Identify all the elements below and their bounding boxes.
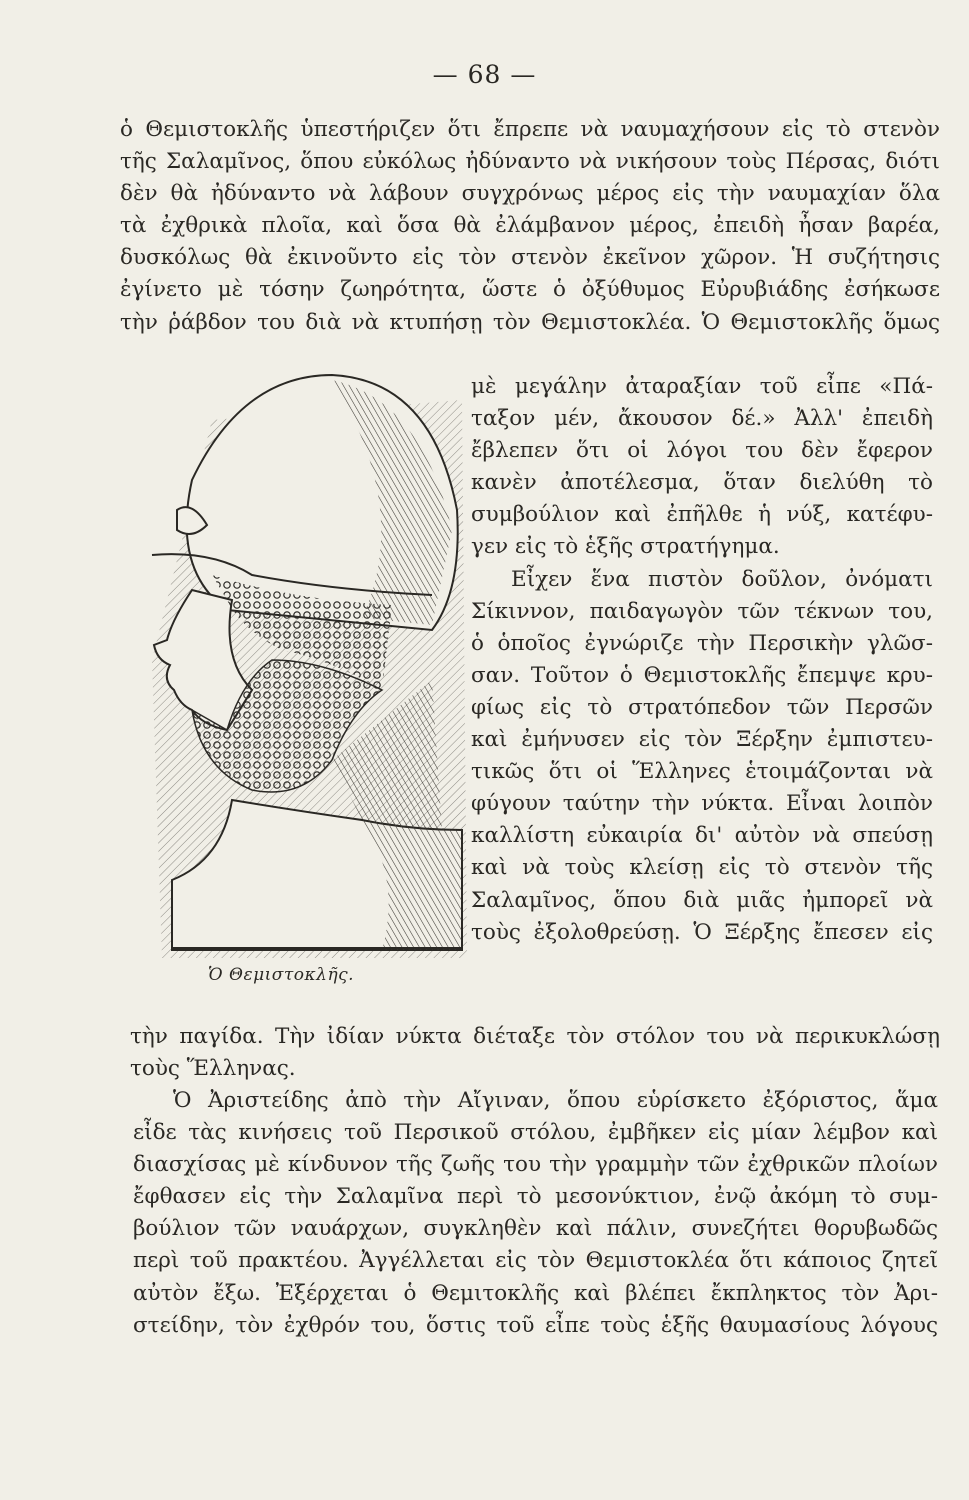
text-line: καλλίστη εὐκαιρία δι' αὐτὸν νὰ σπεύσῃ (471, 823, 933, 849)
figure-caption: Ὁ Θεμιστοκλῆς. (208, 965, 355, 985)
text-line: τὴν παγίδα. Τὴν ἰδίαν νύκτα διέταξε τὸν στόλον του νὰ περικυκλώσῃ (130, 1024, 940, 1049)
text-line: μὲ μεγάλην ἀταραξίαν τοῦ εἶπε «Πά- (471, 374, 933, 399)
text-line: τοὺς Ἕλληνας. (130, 1056, 296, 1082)
text-line: αὐτὸν ἔξω. Ἐξέρχεται ὁ Θεμιτοκλῆς καὶ βλέπει ἔκπληκτος τὸν Ἀρι- (133, 1280, 938, 1306)
aristides-paragraph (133, 1085, 938, 1342)
text-line: φύγουν ταύτην τὴν νύκτα. Εἶναι λοιπὸν (471, 791, 933, 817)
beside-figure-paragraph (471, 371, 933, 949)
text-line: βούλιον τῶν ναυάρχων, συγκληθὲν καὶ πάλιν, συνεζήτει θορυβωδῶς (133, 1216, 938, 1242)
page-number: — 68 — (432, 60, 537, 89)
text-line: Σαλαμῖνος, ὅπου διὰ μιᾶς ἠμπορεῖ νὰ (471, 887, 933, 913)
text-line: τῆς Σαλαμῖνος, ὅπου εὐκόλως ἠδύναντο νὰ νικήσουν τοὺς Πέρσας, διότι (120, 149, 940, 175)
text-line: Σίκιννον, παιδαγωγὸν τῶν τέκνων του, (471, 598, 933, 624)
text-line: καὶ ἐμήνυσεν εἰς τὸν Ξέρξην ἐμπιστευ- (471, 727, 933, 753)
text-line: δυσκόλως θὰ ἐκινοῦντο εἰς τὸν στενὸν ἐκεῖνον χῶρον. Ἡ συζήτησις (120, 245, 940, 271)
text-line: Εἶχεν ἕνα πιστὸν δοῦλον, ὀνόματι (511, 566, 933, 592)
text-line: καὶ νὰ τοὺς κλείσῃ εἰς τὸ στενὸν τῆς (471, 855, 933, 881)
text-line: ταξον μέν, ἄκουσον δέ.» Ἀλλ' ἐπειδὴ (471, 406, 933, 432)
text-line: διασχίσας μὲ κίνδυνον τῆς ζωῆς του τὴν γραμμὴν τῶν ἐχθρικῶν πλοίων (133, 1152, 938, 1178)
text-line: ἔβλεπεν ὅτι οἱ λόγοι του δὲν ἔφερον (471, 438, 933, 464)
continuation-paragraph (130, 1021, 940, 1085)
text-line: σαν. Τοῦτον ὁ Θεμιστοκλῆς ἔπεμψε κρυ- (471, 662, 933, 688)
text-line: στείδην, τὸν ἐχθρόν του, ὅστις τοῦ εἶπε τοὺς ἑξῆς θαυμασίους λόγους (133, 1312, 938, 1338)
text-line: εἶδε τὰς κινήσεις τοῦ Περσικοῦ στόλου, ἐμβῆκεν εἰς μίαν λέμβον καὶ (133, 1120, 938, 1146)
text-line: φίως εἰς τὸ στρατόπεδον τῶν Περσῶν (471, 694, 933, 720)
text-line: ἔφθασεν εἰς τὴν Σαλαμῖνα περὶ τὸ μεσονύκτιον, ἐνῷ ἀκόμη τὸ συμ- (133, 1184, 938, 1210)
text-line: δὲν θὰ ἠδύναντο νὰ λάβουν συγχρόνως μέρος εἰς τὴν ναυμαχίαν ὅλα (120, 181, 940, 207)
intro-paragraph (120, 114, 940, 339)
text-line: περὶ τοῦ πρακτέου. Ἀγγέλλεται εἰς τὸν Θεμιστοκλέα ὅτι κάποιος ζητεῖ (133, 1248, 938, 1274)
text-line: τοὺς ἐξολοθρεύσῃ. Ὁ Ξέρξης ἔπεσεν εἰς (471, 919, 933, 945)
text-line: συμβούλιον καὶ ἐπῆλθε ἡ νύξ, κατέφυ- (471, 502, 933, 528)
text-line: ἐγίνετο μὲ τόσην ζωηρότητα, ὥστε ὁ ὀξύθυμος Εὐρυβιάδης ἐσήκωσε (120, 277, 940, 303)
text-line: κανὲν ἀποτέλεσμα, ὅταν διελύθη τὸ (471, 470, 933, 496)
text-line: Ὁ Ἀριστείδης ἀπὸ τὴν Αἴγιναν, ὅπου εὑρίσκετο ἐξόριστος, ἅμα (173, 1088, 938, 1113)
text-line: τὰ ἐχθρικὰ πλοῖα, καὶ ὅσα θὰ ἐλάμβανον μέρος, ἐπειδὴ ἦσαν βαρέα, (120, 213, 940, 239)
text-line: ὁ ὁποῖος ἐγνώριζε τὴν Περσικὴν γλῶσ- (471, 630, 933, 656)
text-line: γεν εἰς τὸ ἑξῆς στρατήγημα. (471, 534, 780, 560)
themistocles-portrait (132, 360, 467, 958)
text-line: τικῶς ὅτι οἱ Ἕλληνες ἑτοιμάζονται νὰ (471, 759, 933, 785)
text-line: ὁ Θεμιστοκλῆς ὑπεστήριζεν ὅτι ἔπρεπε νὰ ναυμαχήσουν εἰς τὸ στενὸν (120, 117, 940, 142)
text-line: τὴν ῥάβδον του διὰ νὰ κτυπήσῃ τὸν Θεμιστοκλέα. Ὁ Θεμιστοκλῆς ὅμως (120, 309, 940, 335)
